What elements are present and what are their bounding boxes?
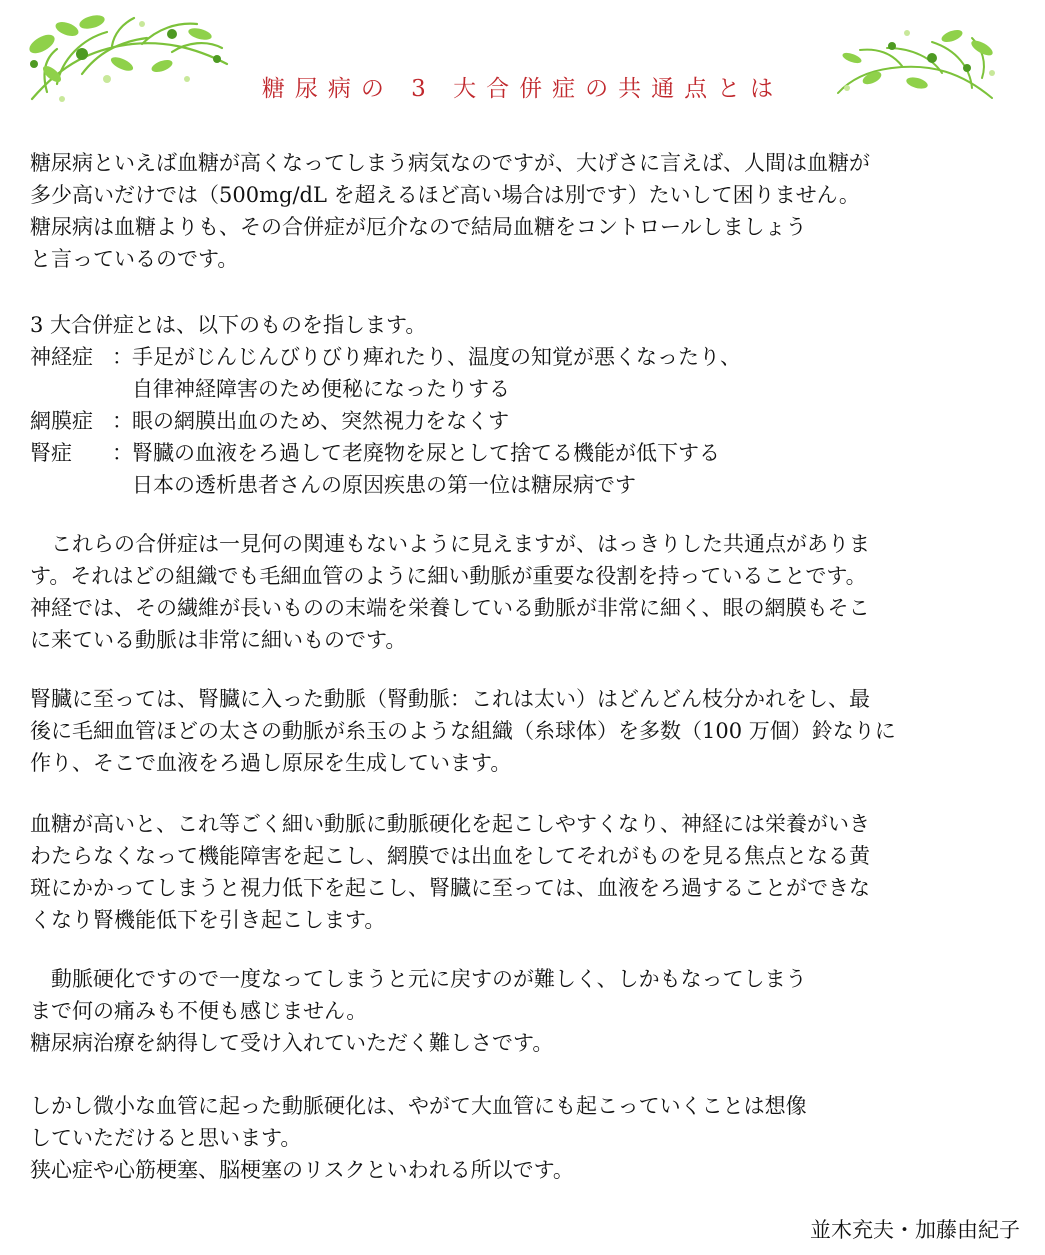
- text-line: に来ている動脈は非常に細いものです。: [30, 628, 407, 652]
- complication-item: [30, 405, 1025, 437]
- complication-description: 腎臓の血液をろ過して老廃物を尿として捨てる機能が低下する: [132, 441, 720, 465]
- text-line: まで何の痛みも不便も感じません。: [30, 999, 368, 1023]
- text-line: 血糖が高いと、これ等ごく細い動脈に動脈硬化を起こしやすくなり、神経には栄養がいき: [30, 812, 870, 836]
- complication-separator: ：: [112, 441, 133, 465]
- text-line: す。それはどの組織でも毛細血管のように細い動脈が重要な役割を持っていることです。: [30, 564, 867, 588]
- complications-list: [30, 309, 1025, 501]
- text-line: わたらなくなって機能障害を起こし、網膜では出血をしてそれがものを見る焦点となる黄: [30, 844, 870, 868]
- text-line: 多少高いだけでは（500mg/dL を超えるほど高い場合は別です）たいして困りません。: [30, 183, 860, 207]
- common-point-paragraph: [30, 528, 1025, 656]
- high-glucose-paragraph: [30, 808, 1025, 936]
- text-line: 動脈硬化ですので一度なってしまうと元に戻すのが難しく、しかもなってしまう: [51, 967, 807, 991]
- complication-separator: ：: [112, 409, 133, 433]
- text-line: これらの合併症は一見何の関連もないように見えますが、はっきりした共通点がありま: [51, 532, 870, 556]
- text-line: 糖尿病は血糖よりも、その合併症が厄介なので結局血糖をコントロールしましょう: [30, 215, 807, 239]
- complication-description: 日本の透析患者さんの原因疾患の第一位は糖尿病です: [132, 473, 636, 497]
- complication-description: 眼の網膜出血のため、突然視力をなくす: [132, 409, 510, 433]
- page-title: 糖尿病の 3 大合併症の共通点とは: [261, 76, 784, 102]
- text-line: 狭心症や心筋梗塞、脳梗塞のリスクといわれる所以です。: [30, 1158, 574, 1182]
- complications-heading: 3 大合併症とは、以下のものを指します。: [30, 313, 427, 337]
- text-line: と言っているのです。: [30, 247, 239, 271]
- intro-paragraph: [30, 147, 1025, 275]
- large-vessel-paragraph: [30, 1090, 1025, 1186]
- text-line: 神経では、その繊維が長いものの末端を栄養している動脈が非常に細く、眼の網膜もそこ: [30, 596, 870, 620]
- text-line: しかし微小な血管に起った動脈硬化は、やがて大血管にも起こっていくことは想像: [30, 1094, 807, 1118]
- text-line: くなり腎機能低下を引き起こします。: [30, 908, 386, 932]
- complication-term: 神経症: [30, 345, 93, 369]
- complication-item: [30, 437, 1025, 469]
- text-line: 作り、そこで血液をろ過し原尿を生成しています。: [30, 751, 512, 775]
- complication-description: 自律神経障害のため便秘になったりする: [132, 377, 510, 401]
- complication-term: 腎症: [30, 441, 72, 465]
- text-line: 後に毛細血管ほどの太さの動脈が糸玉のような組織（糸球体）を多数（100 万個）鈴なりに: [30, 719, 896, 743]
- author-credit: 並木充夫・加藤由紀子: [810, 1218, 1020, 1242]
- text-line: 斑にかかってしまうと視力低下を起こし、腎臓に至っては、血液をろ過することができな: [30, 876, 870, 900]
- text-line: していただけると思います。: [30, 1126, 302, 1150]
- text-line: 腎臓に至っては、腎臓に入った動脈（腎動脈：これは太い）はどんどん枝分かれをし、最: [30, 687, 870, 711]
- text-line: 糖尿病といえば血糖が高くなってしまう病気なのですが、大げさに言えば、人間は血糖が: [30, 151, 870, 175]
- complication-term: 網膜症: [30, 409, 93, 433]
- complication-separator: ：: [112, 345, 133, 369]
- complication-item: [30, 341, 1025, 373]
- arteriosclerosis-paragraph: [30, 963, 1025, 1059]
- text-line: 糖尿病治療を納得して受け入れていただく難しさです。: [30, 1031, 554, 1055]
- kidney-paragraph: [30, 683, 1025, 779]
- complication-description: 手足がじんじんびりびり痺れたり、温度の知覚が悪くなったり、: [132, 345, 741, 369]
